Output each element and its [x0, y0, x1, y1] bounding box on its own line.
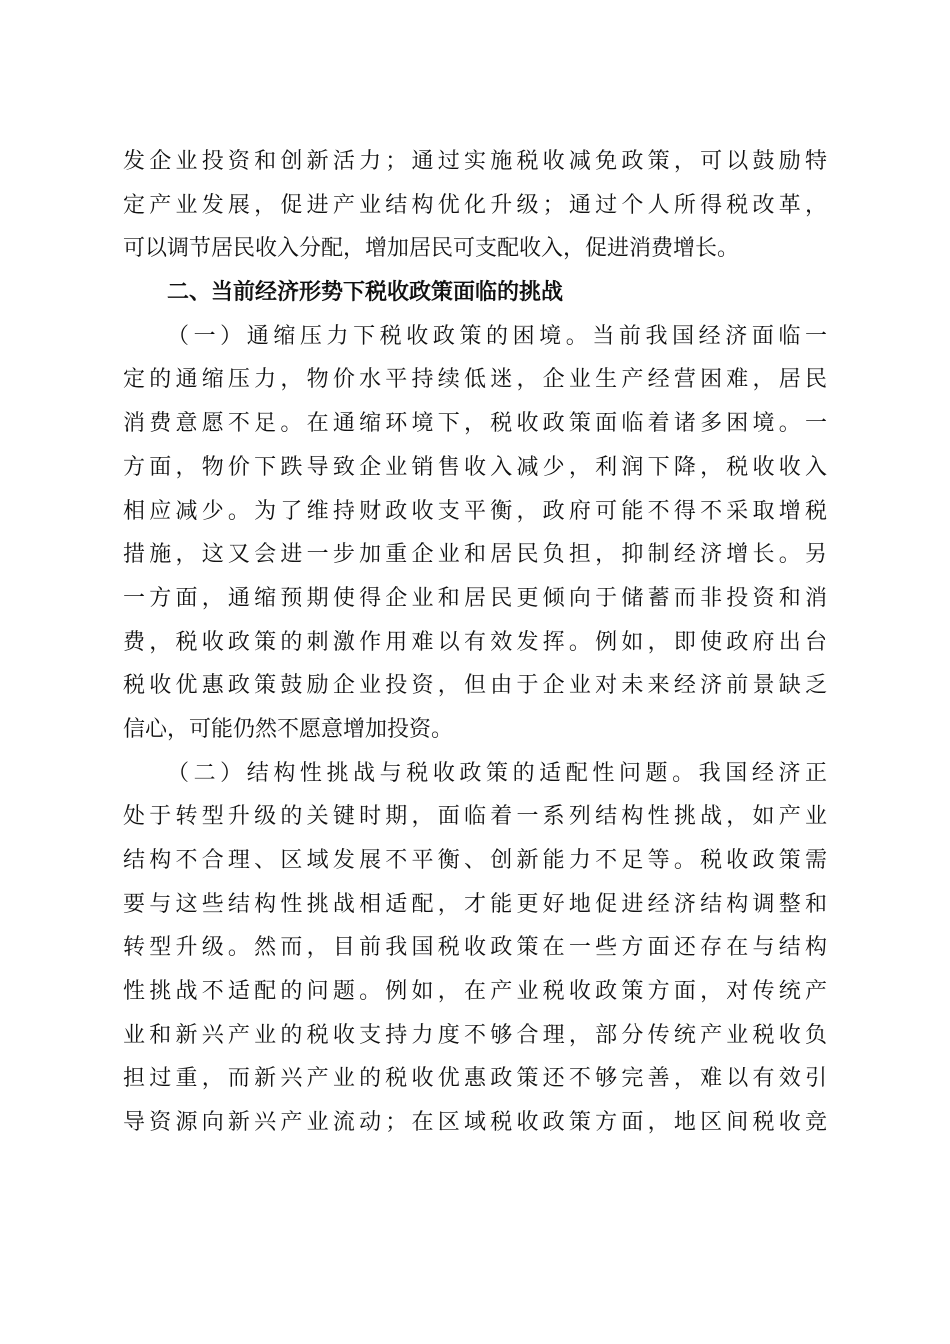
text-line: 费，税收政策的刺激作用难以有效发挥。例如，即使政府出台	[123, 629, 827, 655]
text-line: 方面，物价下跌导致企业销售收入减少，利润下降，税收收入	[123, 454, 827, 480]
text-line: 信心，可能仍然不愿意增加投资。	[123, 716, 454, 742]
text-line: 转型升级。然而，目前我国税收政策在一些方面还存在与结构	[123, 935, 827, 961]
paragraph-first-line: （二）结构性挑战与税收政策的适配性问题。我国经济正	[167, 760, 827, 786]
text-line: 定产业发展，促进产业结构优化升级；通过个人所得税改革，	[123, 192, 827, 218]
paragraph-first-line: （一）通缩压力下税收政策的困境。当前我国经济面临一	[167, 323, 827, 349]
text-line: 导资源向新兴产业流动；在区域税收政策方面，地区间税收竞	[123, 1110, 827, 1136]
text-line: 税收优惠政策鼓励企业投资，但由于企业对未来经济前景缺乏	[123, 673, 827, 699]
document-page	[123, 140, 827, 1145]
text-line: 性挑战不适配的问题。例如，在产业税收政策方面，对传统产	[123, 979, 827, 1005]
text-line: 业和新兴产业的税收支持力度不够合理，部分传统产业税收负	[123, 1022, 827, 1048]
text-line: 可以调节居民收入分配，增加居民可支配收入，促进消费增长。	[123, 236, 740, 262]
text-line: 消费意愿不足。在通缩环境下，税收政策面临着诸多困境。一	[123, 411, 827, 437]
text-line: 定的通缩压力，物价水平持续低迷，企业生产经营困难，居民	[123, 367, 827, 393]
text-line: 担过重，而新兴产业的税收优惠政策还不够完善，难以有效引	[123, 1066, 827, 1092]
text-line: 处于转型升级的关键时期，面临着一系列结构性挑战，如产业	[123, 804, 827, 830]
section-heading: 二、当前经济形势下税收政策面临的挑战	[167, 280, 564, 306]
text-line: 措施，这又会进一步加重企业和居民负担，抑制经济增长。另	[123, 542, 827, 568]
text-line: 结构不合理、区域发展不平衡、创新能力不足等。税收政策需	[123, 848, 827, 873]
text-line: 相应减少。为了维持财政收支平衡，政府可能不得不采取增税	[123, 498, 827, 524]
text-line: 要与这些结构性挑战相适配，才能更好地促进经济结构调整和	[123, 891, 827, 917]
text-line: 一方面，通缩预期使得企业和居民更倾向于储蓄而非投资和消	[123, 585, 827, 611]
text-line: 发企业投资和创新活力；通过实施税收减免政策，可以鼓励特	[123, 149, 827, 174]
